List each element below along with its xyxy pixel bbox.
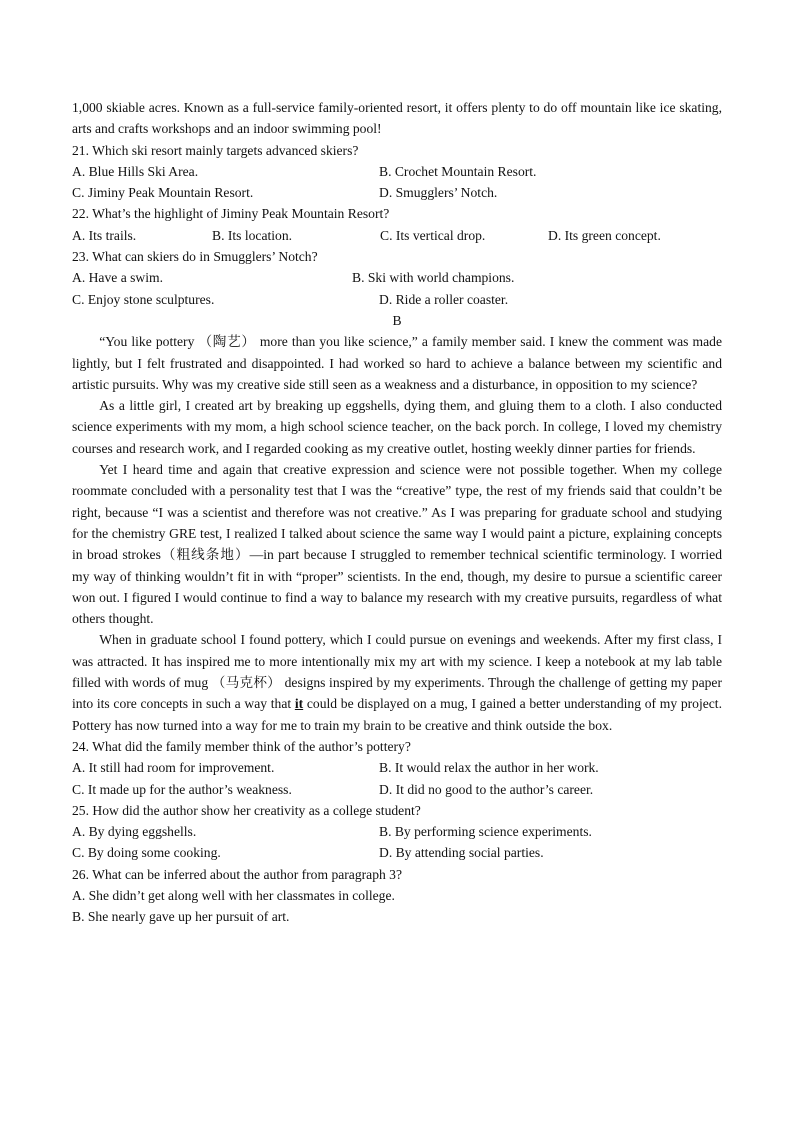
q23-option-a: A. Have a swim. (72, 270, 163, 286)
q24-option-b: B. It would relax the author in her work. (379, 760, 599, 776)
q23-option-d: D. Ride a roller coaster. (379, 291, 509, 307)
q21-option-d: D. Smugglers’ Notch. (379, 185, 498, 201)
passage-b (72, 331, 722, 736)
paragraph-4-text-before: When in graduate school I found pottery, which I could pursue on evenings and weekends. After my first class, I was attracted. It has inspired me to more intentionally mix my art with my science. I keep a notebook at my lab table filled with words of mug （马克杯） designs inspired by my experiments. Through the challenge of getting my paper into its core concepts in such a way that (72, 632, 722, 712)
paragraph-4-text-after: could be displayed on a mug, I gained a better understanding of my project. Pottery has now turned into a way for me to train my brain to be creative and think outside the box. (72, 696, 722, 733)
q23-option-b: B. Ski with world champions. (352, 270, 515, 286)
q21-option-c: C. Jiminy Peak Mountain Resort. (72, 185, 254, 201)
q25-option-d: D. By attending social parties. (379, 845, 544, 861)
question-21-stem: 21. Which ski resort mainly targets advanced skiers? (72, 142, 359, 158)
q24-option-a: A. It still had room for improvement. (72, 760, 275, 776)
question-22 (72, 203, 722, 246)
question-26 (72, 864, 722, 928)
question-25 (72, 800, 722, 864)
q24-option-c: C. It made up for the author’s weakness. (72, 781, 292, 797)
q25-option-a: A. By dying eggshells. (72, 824, 197, 840)
q23-option-c: C. Enjoy stone sculptures. (72, 291, 215, 307)
q22-option-b: B. Its location. (212, 227, 293, 243)
q25-option-c: C. By doing some cooking. (72, 845, 221, 861)
q25-option-b: B. By performing science experiments. (379, 824, 592, 840)
q21-option-a: A. Blue Hills Ski Area. (72, 163, 199, 179)
q22-option-a: A. Its trails. (72, 227, 137, 243)
passage-paragraph-3: Yet I heard time and again that creative expression and science were not possible together. When my college roommate concluded with a personality test that I was the “creative” type, the rest of my friends said that couldn’t be right, because “I was a scientist and therefore was not creative.” As I was preparing for graduate school and studying for the chemistry GRE test, I realized I talked about science the same way I would paint a picture, explaining concepts in broad strokes（粗线条地）—in part because I struggled to remember technical scientific terminology. I worried my way of thinking wouldn’t fit in with “proper” scientists. In the end, though, my desire to pursue a scientific career won out. I figured I would continue to find a way to balance my research with my creative pursuits, regardless of what others thought. (72, 462, 722, 627)
question-24-stem: 24. What did the family member think of the author’s pottery? (72, 738, 411, 754)
q26-option-a: A. She didn’t get along well with her classmates in college. (72, 887, 395, 903)
passage-paragraph-4 (72, 629, 722, 735)
q22-option-d: D. Its green concept. (548, 227, 661, 243)
intro-text: 1,000 skiable acres. Known as a full-service family-oriented resort, it offers plenty to do off mountain like ice skating, arts and crafts workshops and an indoor swimming pool! (72, 100, 722, 137)
passage-paragraph-1: “You like pottery （陶艺） more than you like science,” a family member said. I knew the comment was made lightly, but I felt frustrated and disappointed. I had worked so hard to achieve a balance between my scientific and artistic pursuits. Why was my creative side still seen as a weakness and a disturbance, in opposition to my science? (72, 334, 722, 392)
q24-option-d: D. It did no good to the author’s career. (379, 781, 594, 797)
question-21 (72, 140, 722, 204)
q22-option-c: C. Its vertical drop. (380, 227, 486, 243)
question-25-stem: 25. How did the author show her creativity as a college student? (72, 802, 421, 818)
underlined-word-it: it (294, 696, 304, 712)
q26-option-b: B. She nearly gave up her pursuit of art. (72, 909, 290, 925)
exam-page (72, 97, 722, 928)
question-24 (72, 736, 722, 800)
section-label: B (392, 312, 402, 328)
question-23 (72, 246, 722, 310)
question-26-stem: 26. What can be inferred about the author from paragraph 3? (72, 866, 403, 882)
passage-paragraph-2: As a little girl, I created art by breaking up eggshells, dying them, and gluing them to a cloth. I also conducted science experiments with my mom, a high school science teacher, on the back porch. In college, I loved my chemistry courses and research work, and I regarded cooking as my creative outlet, hosting weekly dinner parties for friends. (72, 398, 722, 456)
question-22-stem: 22. What’s the highlight of Jiminy Peak Mountain Resort? (72, 206, 390, 222)
q21-option-b: B. Crochet Mountain Resort. (379, 163, 537, 179)
question-23-stem: 23. What can skiers do in Smugglers’ Notch? (72, 249, 318, 265)
